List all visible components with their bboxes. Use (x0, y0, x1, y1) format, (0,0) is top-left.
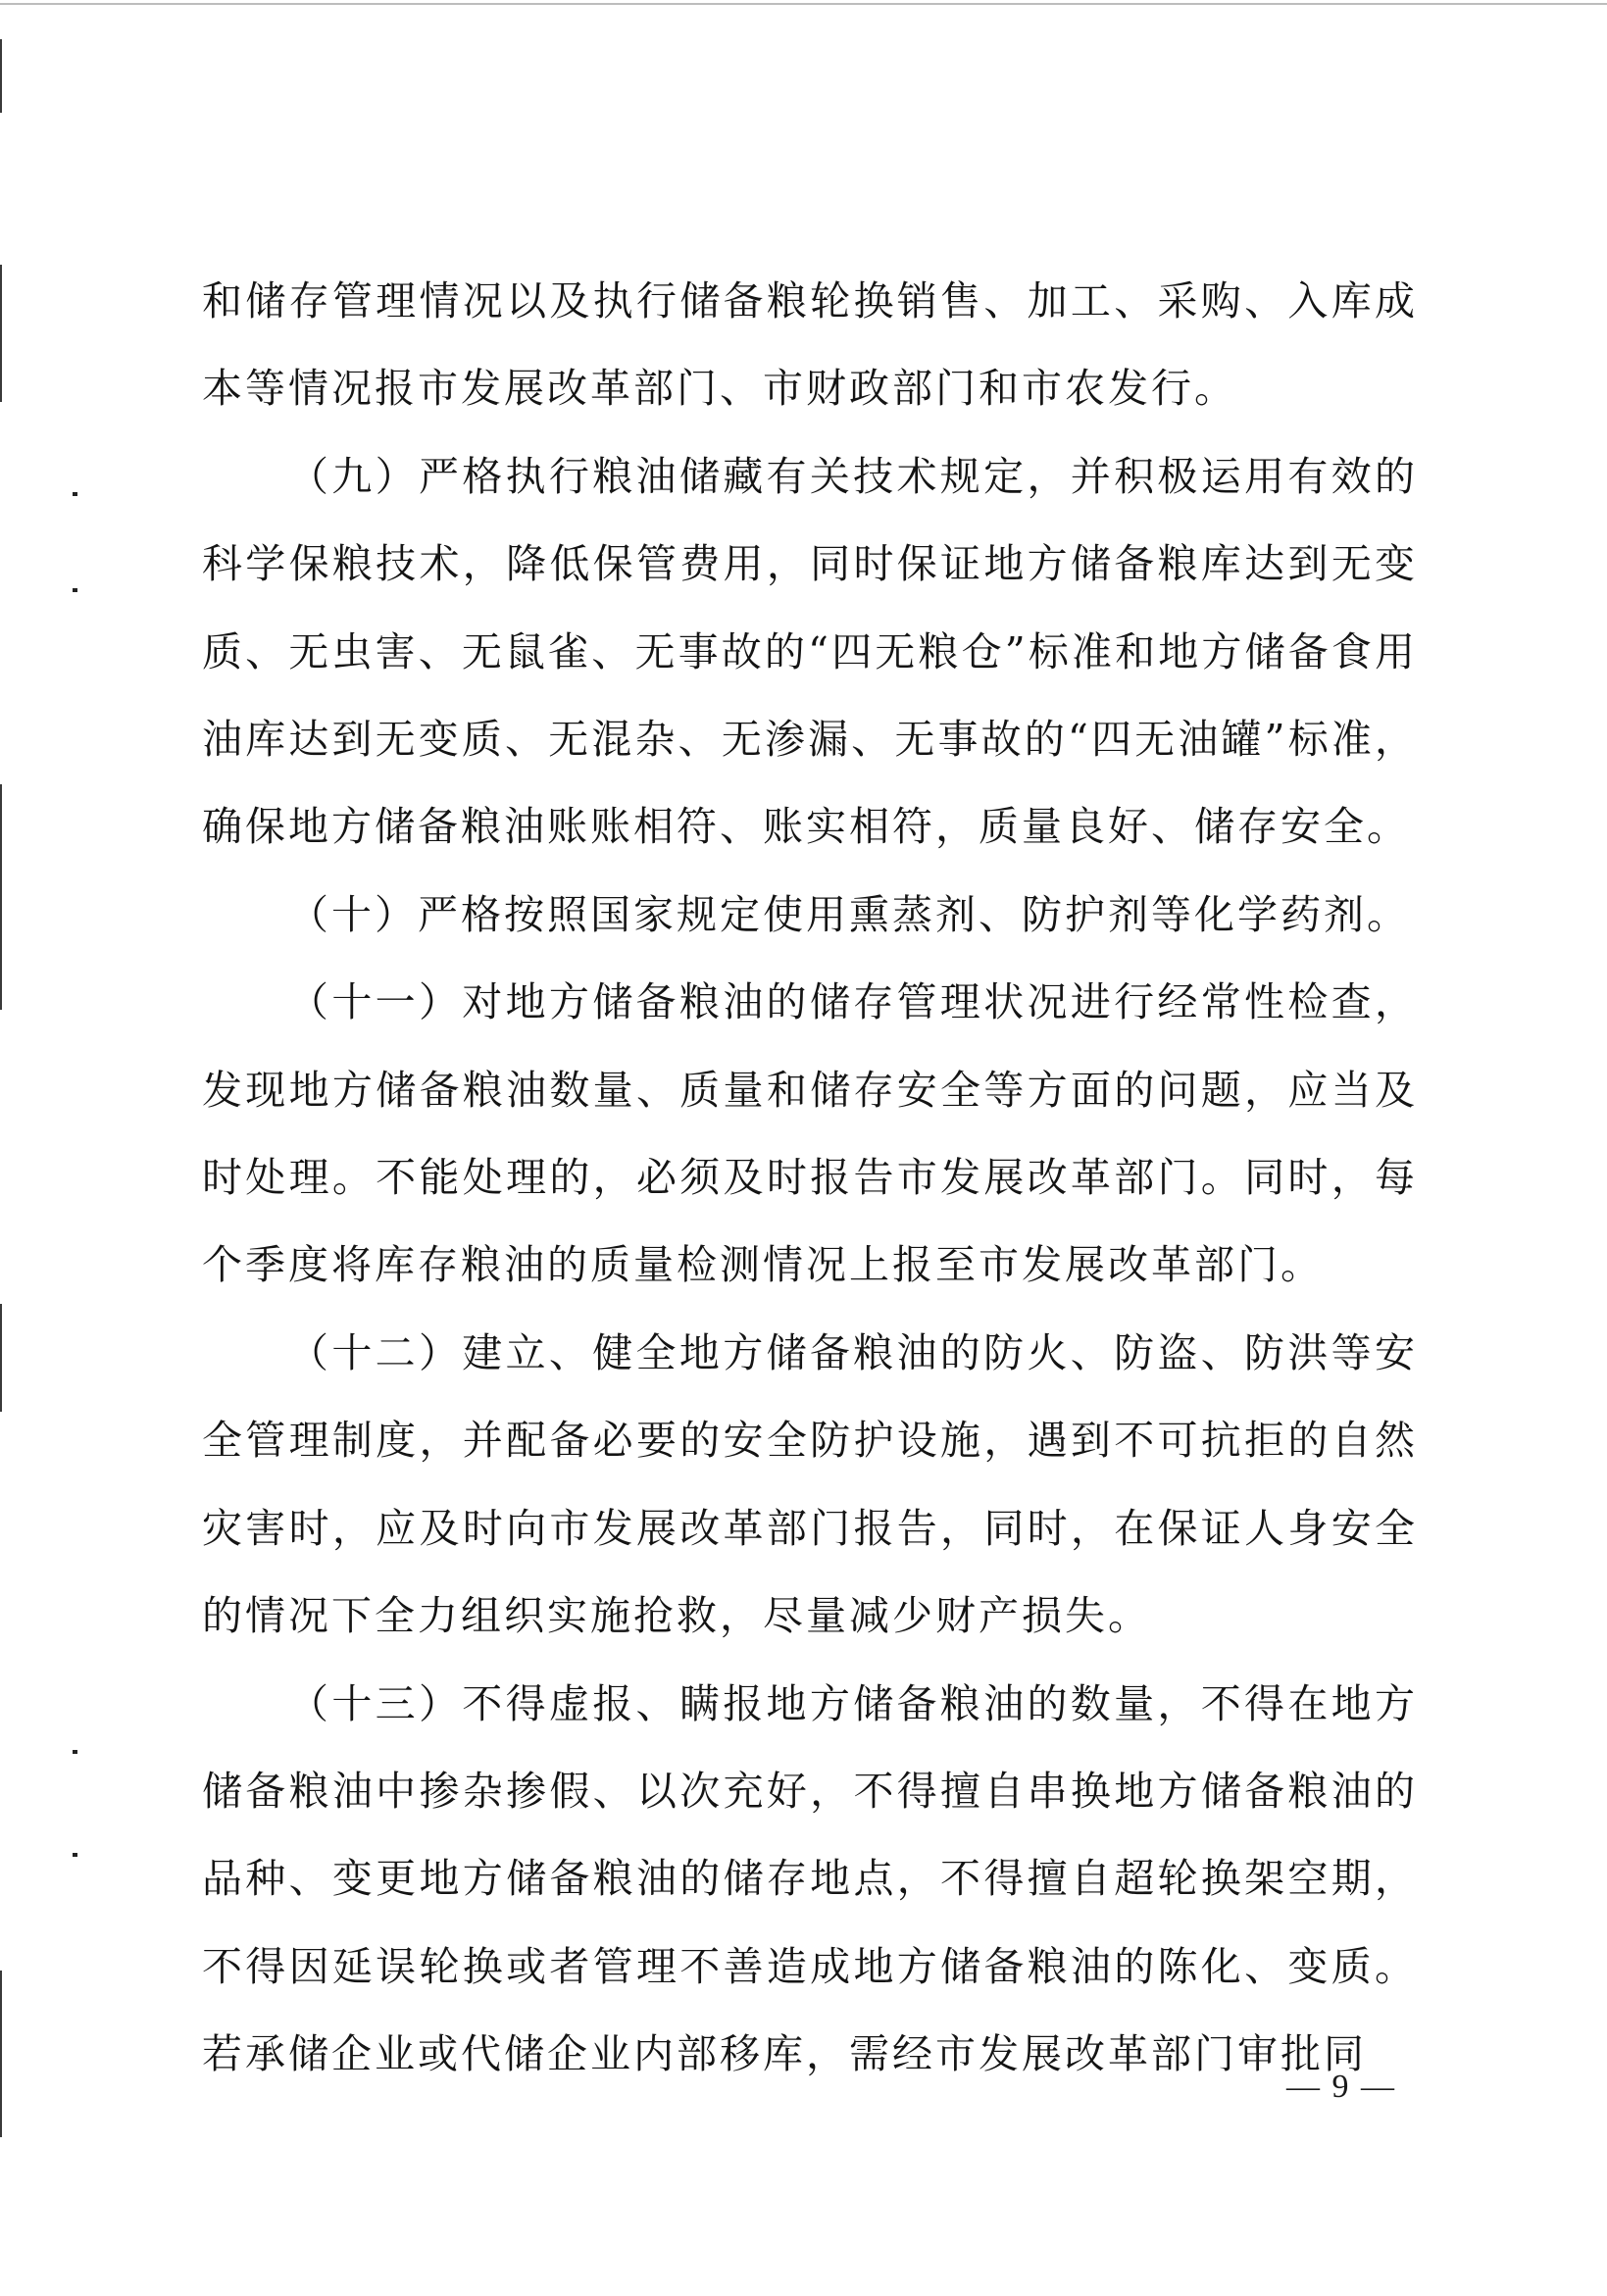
paragraph-continuation: 和储存管理情况以及执行储备粮轮换销售、加工、采购、入库成本等情况报市发展改革部门、市财政部门和市农发行。 (202, 277, 1418, 413)
paragraph-item-12: （十二）建立、健全地方储备粮油的防火、防盗、防洪等安全管理制度，并配备必要的安全防护设施，遇到不可抗拒的自然灾害时，应及时向市发展改革部门报告，同时，在保证人身安全的情况下全力组织实施抢救，尽量减少财产损失。 (202, 1328, 1418, 1640)
binding-mark (0, 1971, 2, 2137)
binding-mark (0, 265, 2, 402)
scan-dot (73, 1750, 77, 1754)
page-number: — 9 — (1286, 2069, 1396, 2105)
binding-mark (0, 784, 2, 1010)
paragraph-item-13: （十三）不得虚报、瞒报地方储备粮油的数量，不得在地方储备粮油中掺杂掺假、以次充好，不得擅自串换地方储备粮油的品种、变更地方储备粮油的储存地点，不得擅自超轮换架空期，不得因延误轮换或者管理不善造成地方储备粮油的陈化、变质。若承储企业或代储企业内部移库，需经市发展改革部门审批同 (202, 1679, 1418, 2078)
scan-dot (73, 1853, 77, 1857)
top-border-line (0, 3, 1607, 5)
body-text (202, 258, 1418, 2099)
binding-mark (0, 39, 2, 113)
paragraph-item-11: （十一）对地方储备粮油的储存管理状况进行经常性检查，发现地方储备粮油数量、质量和储存安全等方面的问题，应当及时处理。不能处理的，必须及时报告市发展改革部门。同时，每个季度将库存粮油的质量检测情况上报至市发展改革部门。 (202, 978, 1418, 1289)
scan-dot (73, 588, 77, 592)
paragraph-item-10: （十）严格按照国家规定使用熏蒸剂、防护剂等化学药剂。 (288, 890, 1410, 938)
scan-dot (73, 492, 77, 496)
paragraph-item-9: （九）严格执行粮油储藏有关技术规定，并积极运用有效的科学保粮技术，降低保管费用，同时保证地方储备粮库达到无变质、无虫害、无鼠雀、无事故的“四无粮仓”标准和地方储备食用油库达到无变质、无混杂、无渗漏、无事故的“四无油罐”标准，确保地方储备粮油账账相符、账实相符，质量良好、储存安全。 (202, 452, 1418, 851)
binding-mark (0, 1304, 2, 1412)
